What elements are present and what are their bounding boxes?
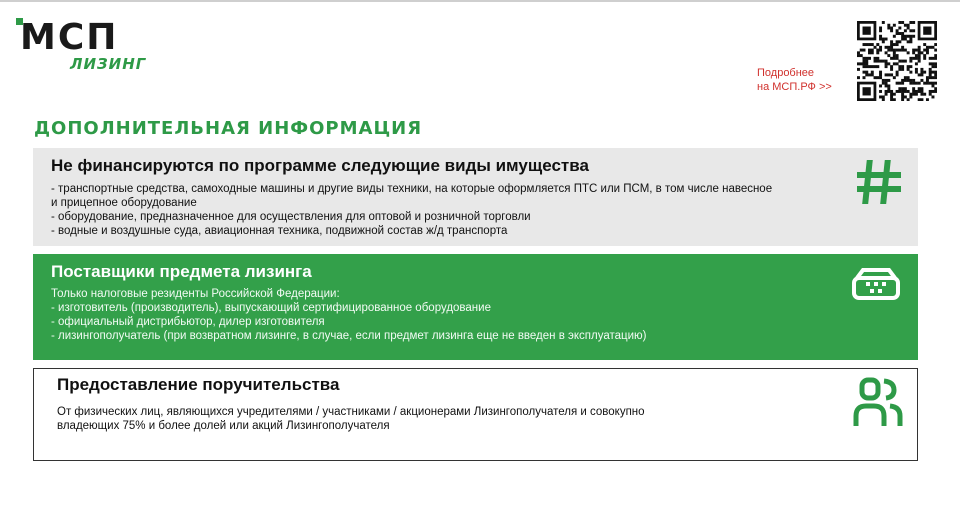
list-item: - официальный дистрибьютор, дилер изготовителя	[51, 316, 325, 328]
hash-icon	[855, 158, 903, 206]
list-item: - оборудование, предназначенное для осуществления для оптовой и розничной торговли	[51, 211, 531, 223]
suppliers-card-title: Поставщики предмета лизинга	[51, 262, 312, 281]
list-item: - транспортные средства, самоходные машины и другие виды техники, на которые оформляется ПТС или ПСМ, в том числе навесное	[51, 183, 773, 195]
section-title: ДОПОЛНИТЕЛЬНАЯ ИНФОРМАЦИЯ	[34, 118, 423, 139]
guarantee-card-title: Предоставление поручительства	[57, 375, 340, 394]
more-info-link[interactable]	[757, 66, 832, 94]
list-item: - водные и воздушные суда, авиационная техника, подвижной состав ж/д транспорта	[51, 225, 508, 237]
more-link-line1: Подробнее	[757, 67, 815, 79]
top-border	[0, 0, 960, 2]
guarantee-text-line2: владеющих 75% и более долей или акций Лизингополучателя	[57, 420, 390, 432]
logo-sub-text: ЛИЗИНГ	[70, 55, 147, 73]
list-item: - изготовитель (производитель), выпускающий сертифицированное оборудование	[51, 302, 491, 314]
logo-main-text: МСП	[20, 17, 119, 58]
suppliers-list	[51, 301, 828, 343]
more-link-line2: на МСП.РФ >>	[757, 81, 832, 93]
guarantee-text-line1: От физических лиц, являющихся учредителями / участниками / акционерами Лизингополучателя и совокупно	[57, 406, 645, 418]
suppliers-card	[33, 254, 918, 360]
qr-code-icon	[857, 21, 937, 101]
equipment-icon	[851, 264, 901, 302]
guarantee-card	[33, 368, 918, 461]
people-icon	[852, 376, 904, 428]
excluded-property-card	[33, 148, 918, 246]
excluded-card-title: Не финансируются по программе следующие виды имущества	[51, 156, 589, 175]
list-item: - лизингополучатель (при возвратном лизинге, в случае, если предмет лизинга еще не введен в эксплуатацию)	[51, 330, 647, 342]
list-item: и прицепное оборудование	[51, 197, 197, 209]
excluded-list	[51, 182, 828, 238]
msp-leasing-logo	[16, 16, 156, 76]
suppliers-lead: Только налоговые резиденты Российской Федерации:	[51, 288, 340, 300]
